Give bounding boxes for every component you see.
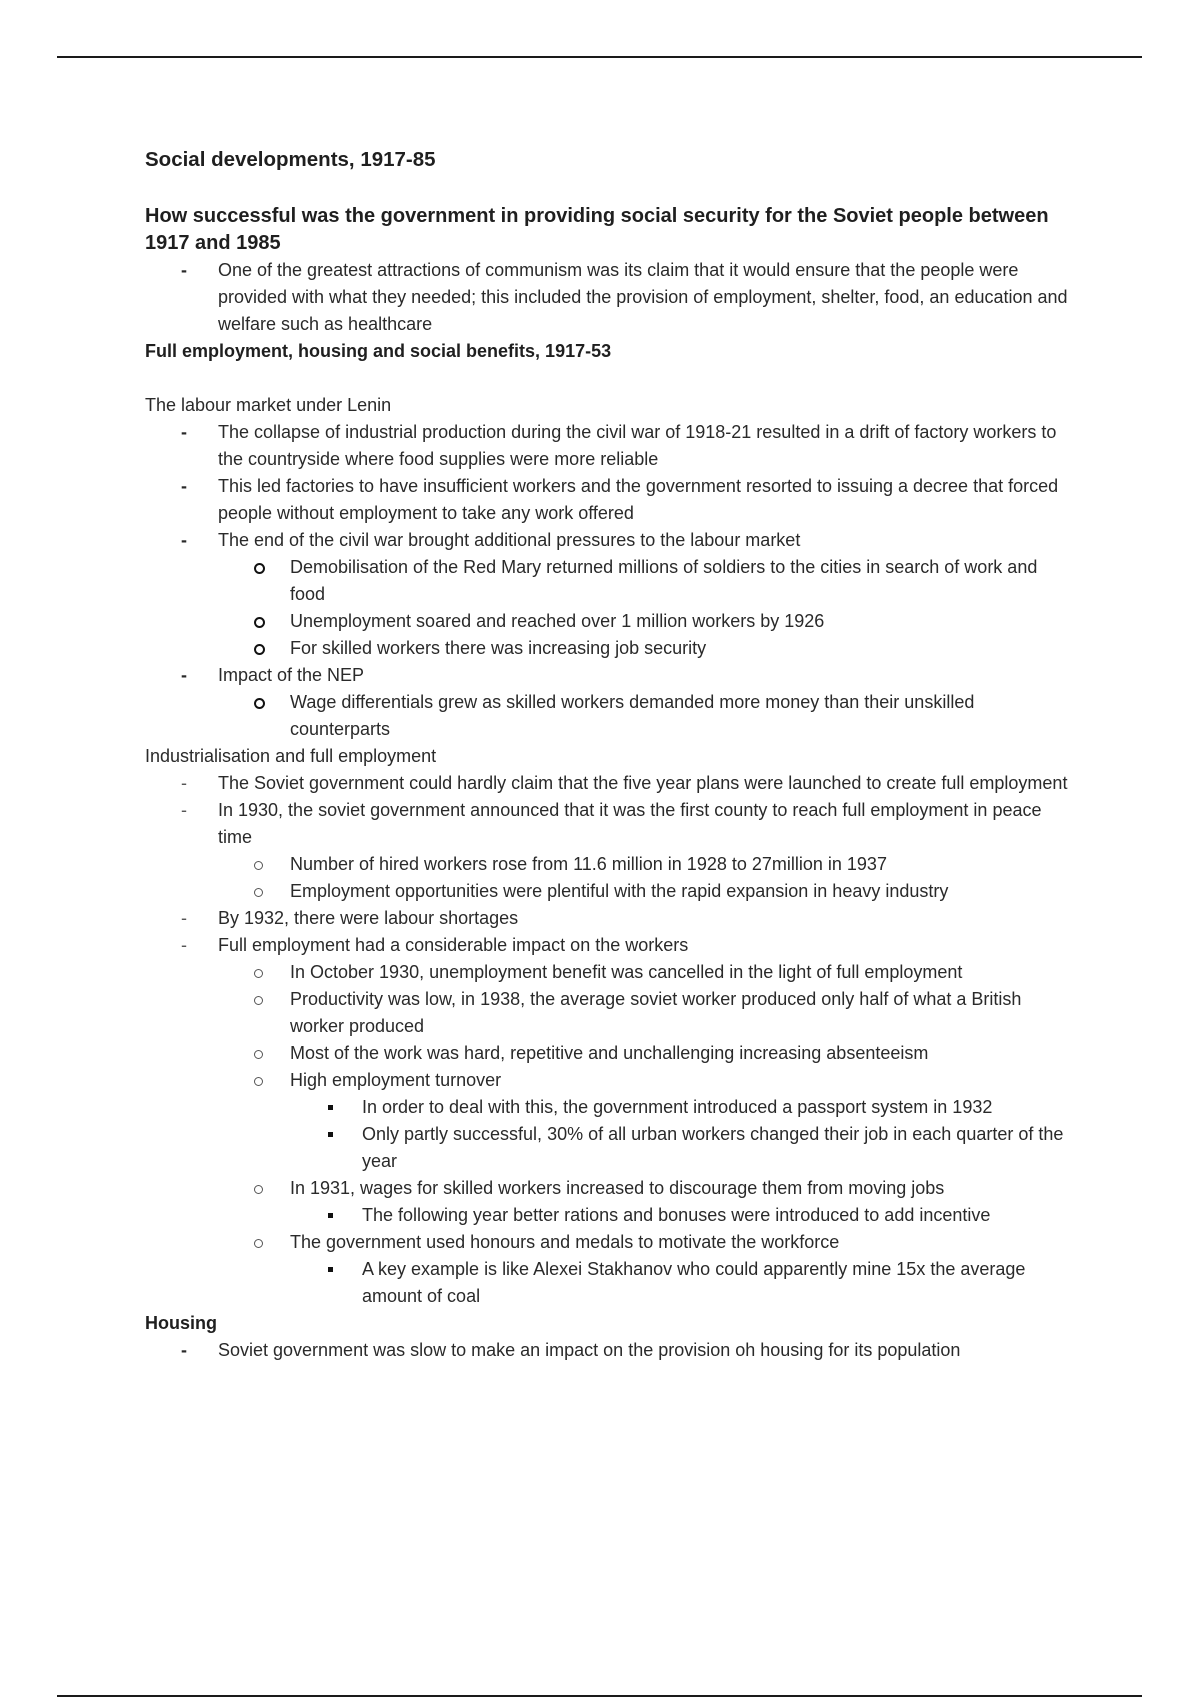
dash-bullet-icon: - [181,800,187,820]
list-item-text: The collapse of industrial production during the civil war of 1918-21 resulted in a drift of factory workers to the countryside where food supplies were more reliable [218,422,1057,469]
lenin-list [145,419,1075,743]
sub-sub-list [290,1202,1075,1229]
sub-list-item [145,1067,1075,1175]
list-item-text: In 1930, the soviet government announced that it was the first county to reach full employment in peace time [218,800,1042,847]
sub-sub-list-item-text: Only partly successful, 30% of all urban workers changed their job in each quarter of the year [362,1124,1064,1171]
list-item [145,473,1075,527]
sub-list-item-text: In 1931, wages for skilled workers increased to discourage them from moving jobs [290,1178,945,1198]
list-item-text: The Soviet government could hardly claim that the five year plans were launched to create full employment [218,773,1068,793]
sub-list [218,689,1075,743]
dash-bullet-icon: - [181,665,187,685]
list-item-text: One of the greatest attractions of communism was its claim that it would ensure that the people were provided with what they needed; this included the provision of employment, shelter, food, an education and welfare such as healthcare [218,260,1068,334]
sub-list-item-text: Most of the work was hard, repetitive and unchallenging increasing absenteeism [290,1043,929,1063]
list-item [145,257,1075,338]
sub-list-item [145,959,1075,986]
sub-list-item-text: Wage differentials grew as skilled workers demanded more money than their unskilled counterparts [290,692,975,739]
industrialisation-list [145,770,1075,1310]
housing-list [145,1337,1075,1364]
sub-list-item-text: Productivity was low, in 1938, the average soviet worker produced only half of what a British worker produced [290,989,1022,1036]
subsection-heading-housing: Housing [145,1313,217,1333]
list-item-text: Impact of the NEP [218,665,365,685]
sub-list-item [145,986,1075,1040]
sub-list-item [145,851,1075,878]
list-item-text: Full employment had a considerable impact on the workers [218,935,689,955]
list-item [145,662,1075,743]
sub-list [218,959,1075,1310]
list-item-text: By 1932, there were labour shortages [218,908,519,928]
dash-bullet-icon: - [181,422,187,442]
list-item [145,770,1075,797]
subsection-heading-industrialisation: Industrialisation and full employment [145,746,437,766]
list-item [145,527,1075,662]
sub-list-item [145,635,1075,662]
dash-bullet-icon: - [181,935,187,955]
list-item-text: This led factories to have insufficient workers and the government resorted to issuing a decree that forced people without employment to take any work offered [218,476,1059,523]
sub-sub-list-item-text: In order to deal with this, the government introduced a passport system in 1932 [362,1097,993,1117]
dash-bullet-icon: - [181,260,187,280]
list-item [145,419,1075,473]
list-item [145,932,1075,1310]
sub-list-item [145,1229,1075,1310]
sub-sub-list [290,1256,1075,1310]
sub-sub-list-item [145,1094,1075,1121]
blank-line [145,365,1075,392]
list-item [145,905,1075,932]
sub-list-item [145,689,1075,743]
sub-list-item-text: Number of hired workers rose from 11.6 million in 1928 to 27million in 1937 [290,854,887,874]
subsection-heading-lenin: The labour market under Lenin [145,395,392,415]
question-heading: How successful was the government in providing social security for the Soviet people between 1917 and 1985 [145,205,1049,254]
dash-bullet-icon: - [181,908,187,928]
sub-list-item [145,554,1075,608]
sub-list-item-text: Unemployment soared and reached over 1 million workers by 1926 [290,611,825,631]
header-rule [57,56,1142,58]
sub-list-item [145,608,1075,635]
sub-list [218,554,1075,662]
sub-list-item-text: Employment opportunities were plentiful with the rapid expansion in heavy industry [290,881,949,901]
sub-sub-list-item [145,1202,1075,1229]
dash-bullet-icon: - [181,476,187,496]
sub-list-item-text: Demobilisation of the Red Mary returned millions of soldiers to the cities in search of work and food [290,557,1038,604]
dash-bullet-icon: - [181,530,187,550]
footer-rule [57,1695,1142,1697]
sub-sub-list-item [145,1256,1075,1310]
sub-sub-list-item [145,1121,1075,1175]
dash-bullet-icon: - [181,1340,187,1360]
document-title: Social developments, 1917-85 [145,148,436,171]
sub-list-item [145,878,1075,905]
sub-list [218,851,1075,905]
document-body [145,146,1075,1364]
sub-list-item-text: In October 1930, unemployment benefit was cancelled in the light of full employment [290,962,963,982]
sub-sub-list [290,1094,1075,1175]
intro-list [145,257,1075,338]
list-item-text: Soviet government was slow to make an impact on the provision oh housing for its population [218,1340,961,1360]
list-item [145,1337,1075,1364]
sub-sub-list-item-text: A key example is like Alexei Stakhanov who could apparently mine 15x the average amount of coal [362,1259,1026,1306]
section-heading: Full employment, housing and social benefits, 1917-53 [145,341,612,361]
list-item-text: The end of the civil war brought additional pressures to the labour market [218,530,801,550]
sub-list-item-text: The government used honours and medals to motivate the workforce [290,1232,840,1252]
sub-list-item [145,1175,1075,1229]
dash-bullet-icon: - [181,773,187,793]
sub-list-item-text: High employment turnover [290,1070,502,1090]
sub-list-item [145,1040,1075,1067]
sub-list-item-text: For skilled workers there was increasing job security [290,638,707,658]
sub-sub-list-item-text: The following year better rations and bonuses were introduced to add incentive [362,1205,991,1225]
list-item [145,797,1075,905]
